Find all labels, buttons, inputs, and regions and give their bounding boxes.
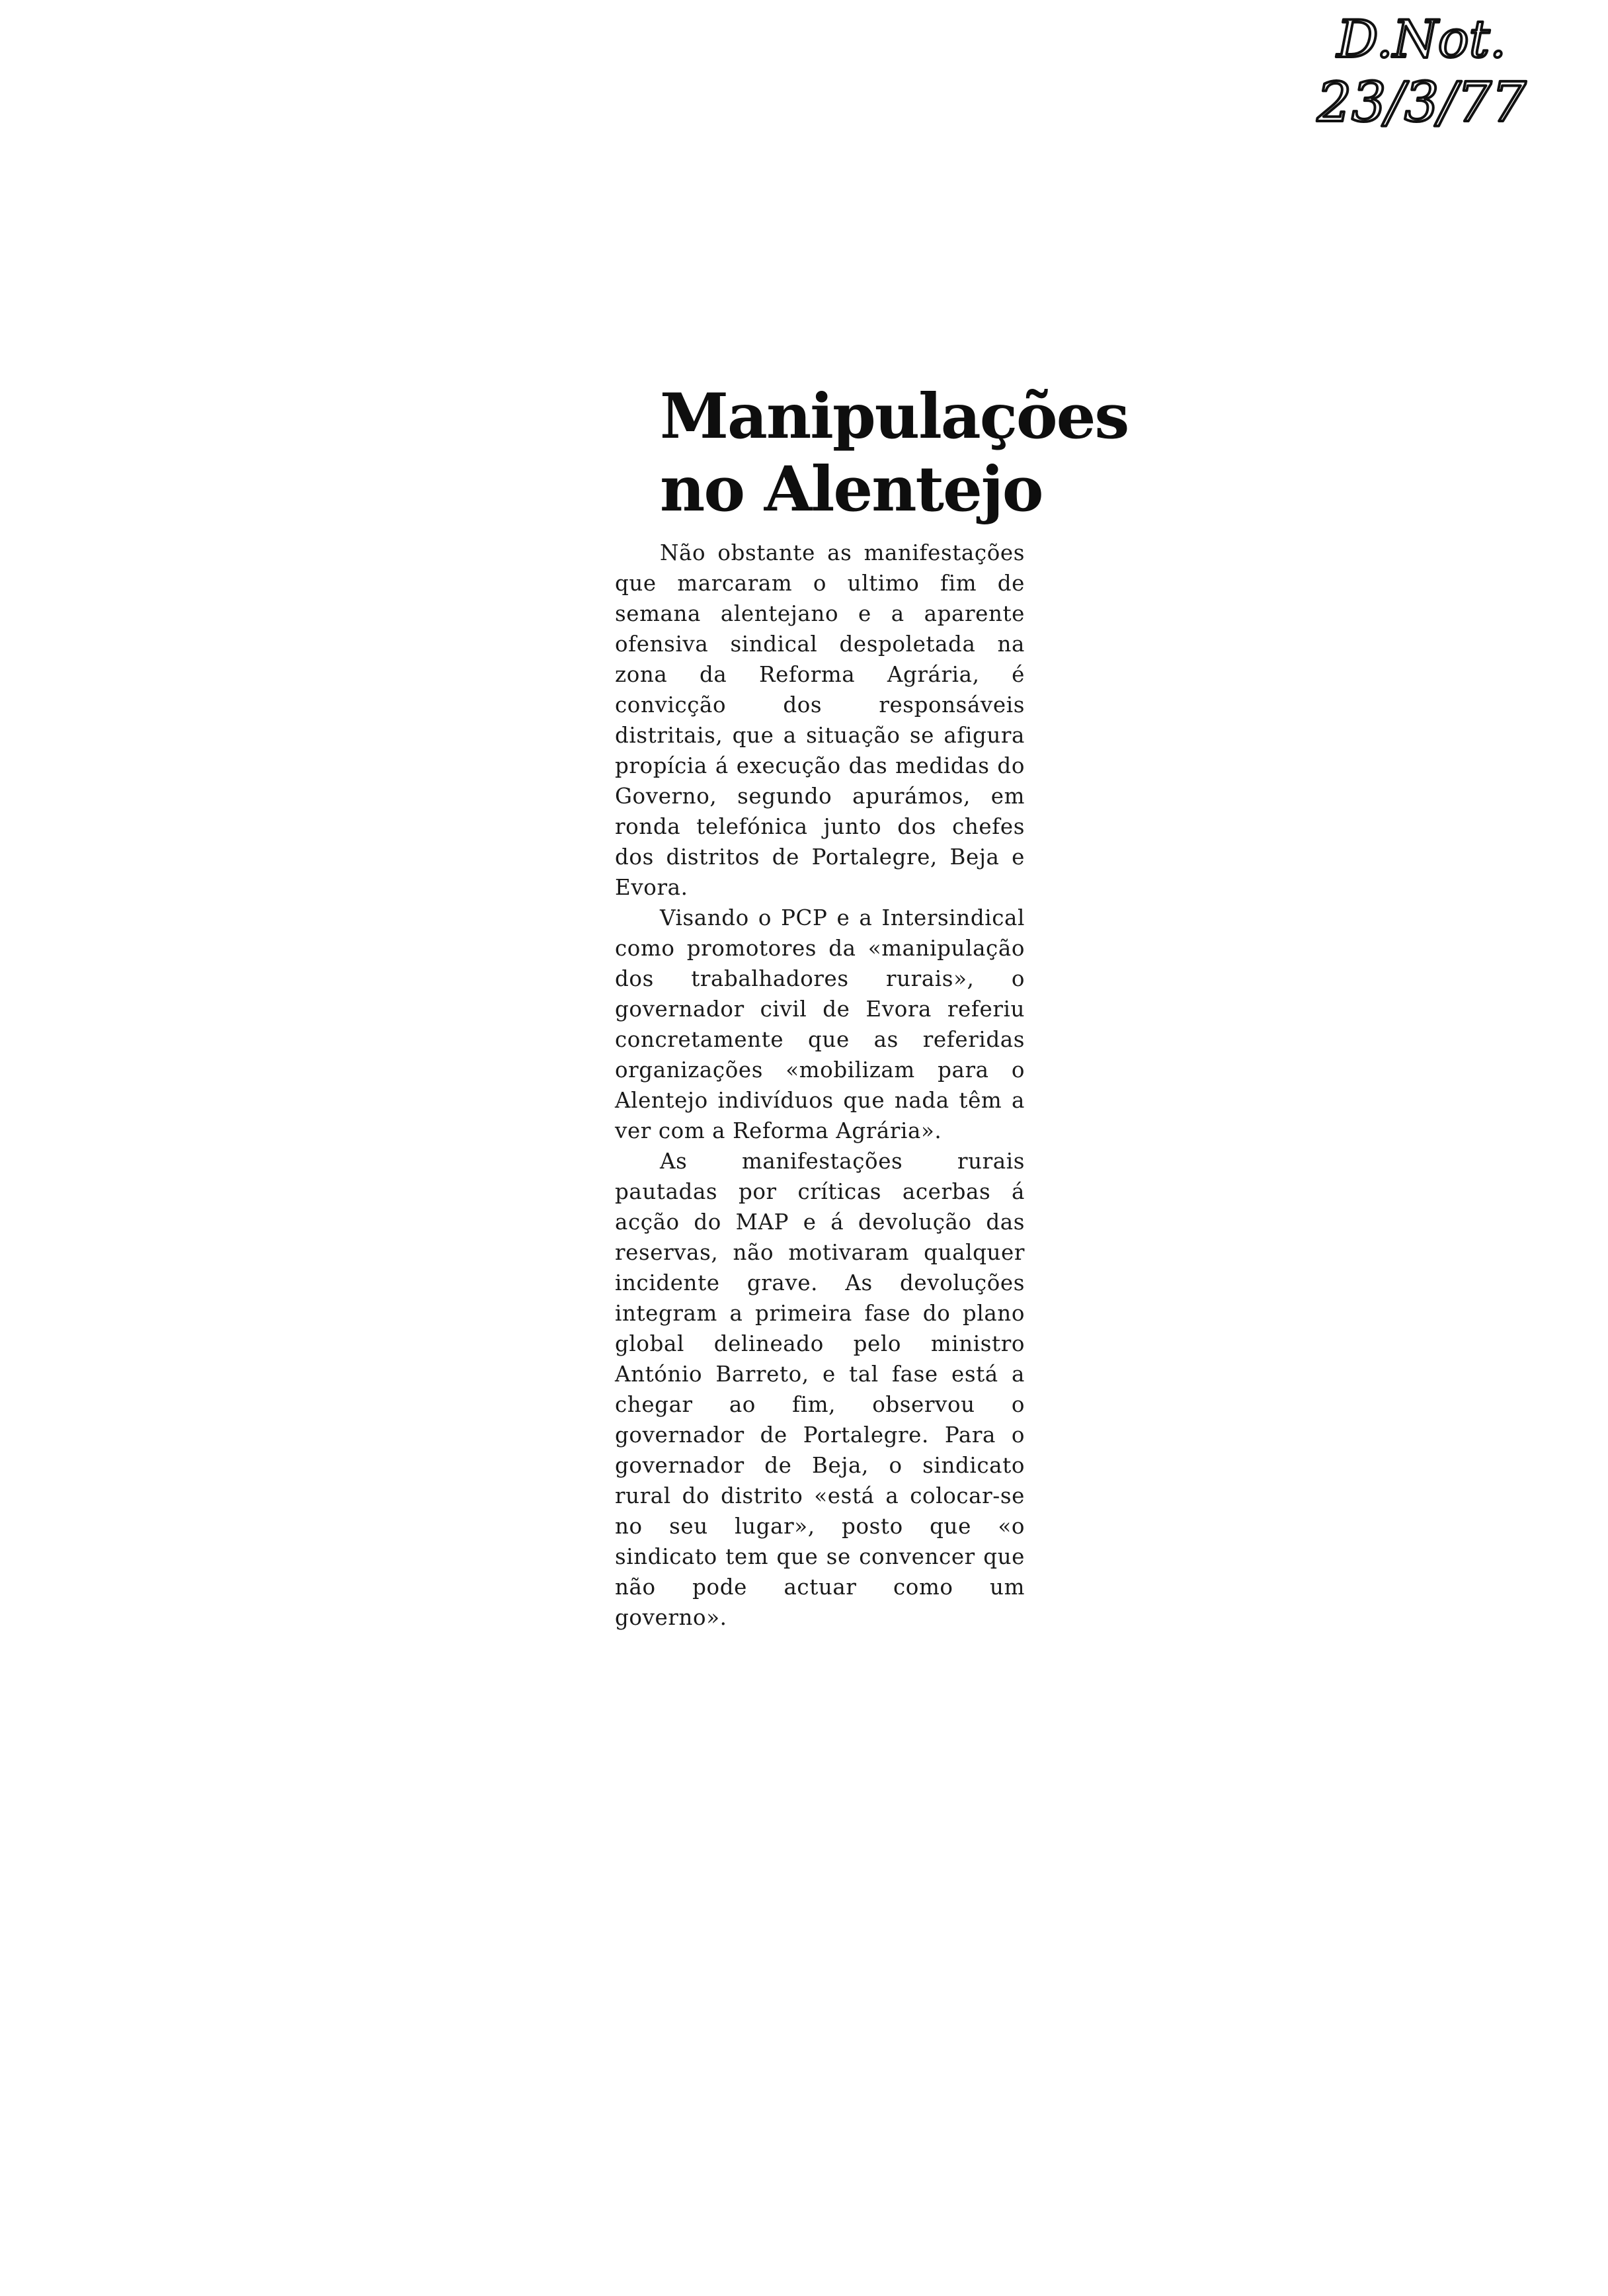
annotation-source: D.Not. xyxy=(1337,10,1506,69)
headline-line-2: no Alentejo xyxy=(660,453,1043,526)
article-paragraph-1: Não obstante as manifestações que marcaram o ultimo fim de semana alentejano e a aparente ofensiva sindical despoletada na zona da Reforma Agrária, é convicção dos responsáveis distritais, que a situação se afigura propícia á execução das medidas do Governo, segundo apurámos, em ronda telefónica junto dos chefes dos distritos de Portalegre, Beja e Evora. xyxy=(615,540,1025,900)
article-headline xyxy=(660,380,1129,526)
handwritten-annotation xyxy=(1310,5,1562,138)
annotation-date: 23/3/77 xyxy=(1317,71,1527,134)
handwritten-note-drawing xyxy=(1310,5,1562,138)
article-body xyxy=(615,538,1025,1633)
article-paragraph-2: Visando o PCP e a Intersindical como promotores da «manipulação dos trabalhadores rurais», o governador civil de Evora referiu concretamente que as referidas organizações «mobilizam para o Alentejo indivíduos que nada têm a ver com a Reforma Agrária». xyxy=(615,905,1025,1143)
newspaper-article xyxy=(615,380,1129,1633)
article-paragraph-3: As manifestações rurais pautadas por críticas acerbas á acção do MAP e á devolução das reservas, não motivaram qualquer incidente grave. As devoluções integram a primeira fase do plano global delineado pelo ministro António Barreto, e tal fase está a chegar ao fim, observou o governador de Portalegre. Para o governador de Beja, o sindicato rural do distrito «está a colocar-se no seu lugar», posto que «o sindicato tem que se convencer que não pode actuar como um governo». xyxy=(615,1149,1025,1630)
headline-line-1: Manipulações xyxy=(660,380,1129,453)
